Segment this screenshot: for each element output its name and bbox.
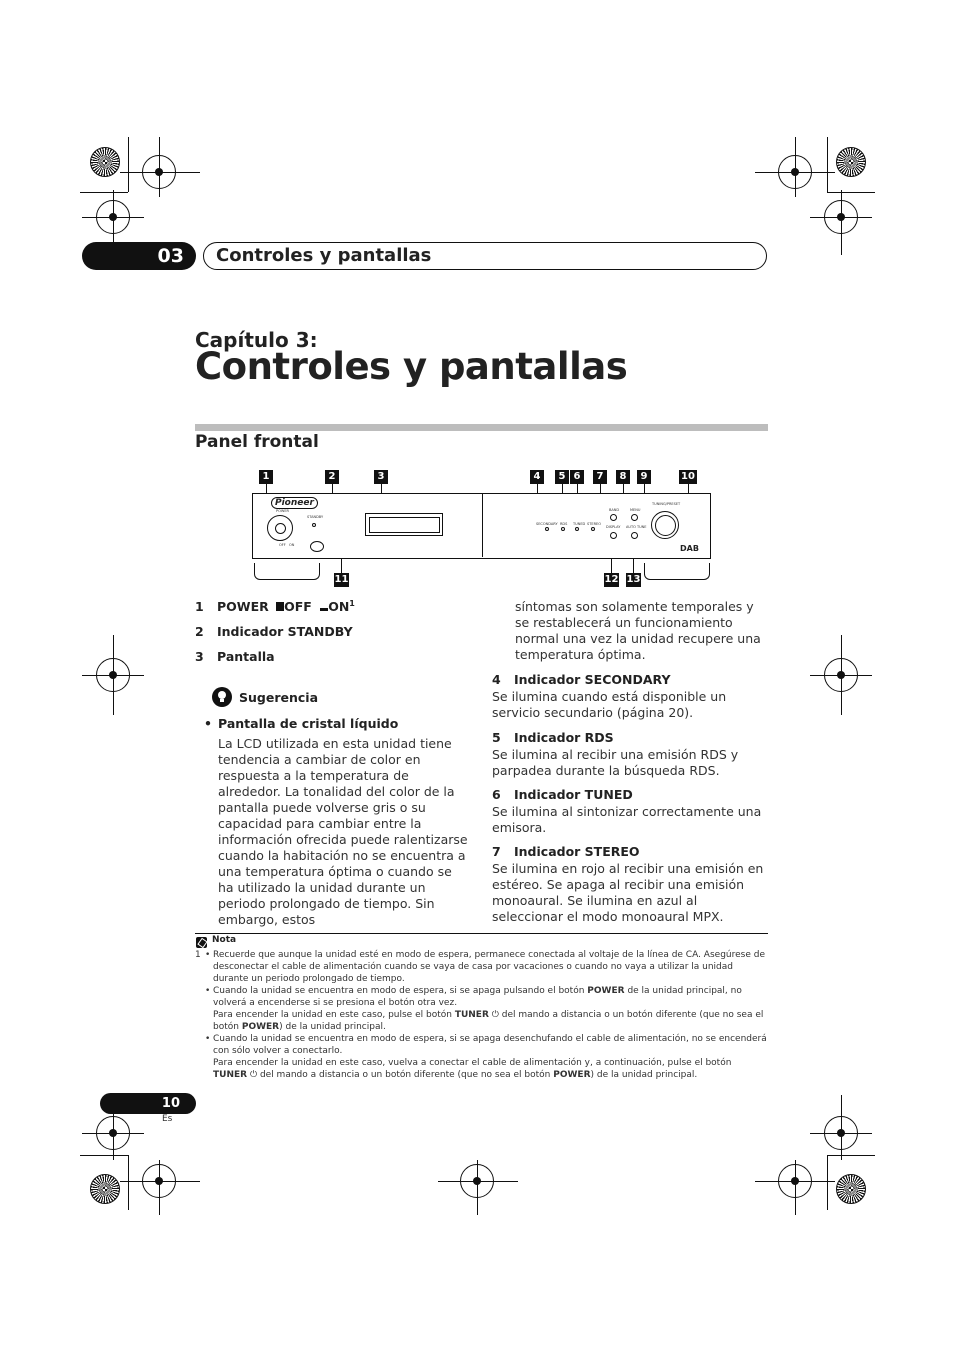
item-label: Indicador RDS — [514, 730, 614, 745]
crop-line — [438, 1181, 518, 1182]
tuned-label: TUNED — [573, 522, 586, 526]
callout-6: 6 — [570, 470, 584, 484]
rds-label: RDS — [560, 522, 568, 526]
crop-line — [120, 172, 200, 173]
item-number: 2 — [195, 624, 204, 639]
right-foot — [644, 563, 710, 580]
crop-line — [841, 190, 842, 255]
off-symbol-icon — [276, 602, 284, 611]
stereo-label: STEREO — [587, 522, 601, 526]
display-button[interactable] — [610, 532, 617, 539]
note-icon — [196, 937, 207, 948]
registration-star-icon — [836, 1174, 866, 1204]
left-foot — [254, 563, 320, 580]
item-number: 3 — [195, 649, 204, 664]
display-window — [365, 513, 443, 536]
on-label: ON — [289, 543, 295, 547]
power-keyword: POWER — [553, 1070, 591, 1080]
note-text: de la unidad principal, no volverá a encenderse si se presiona el botón otra vez. — [213, 986, 742, 1008]
note-bullet-3 — [213, 1033, 769, 1081]
crop-line — [827, 1155, 828, 1210]
power-label: POWER — [276, 509, 289, 513]
standby-label: STANDBY — [307, 515, 324, 519]
power-button[interactable] — [267, 515, 293, 541]
brand-logo: Pioneer — [271, 497, 318, 509]
chapter-header-title: Controles y pantallas — [203, 242, 767, 270]
registration-star-icon — [90, 1174, 120, 1204]
standby-indicator — [312, 523, 316, 527]
crop-line — [841, 1095, 842, 1160]
crop-line — [827, 192, 875, 193]
crop-line — [477, 1160, 478, 1215]
tuner-keyword: TUNER — [454, 1010, 489, 1020]
callout-12: 12 — [604, 574, 619, 585]
off-text: OFF — [284, 599, 312, 615]
crop-line — [795, 1160, 796, 1215]
tip-bullet: • — [204, 716, 212, 731]
off-label: OFF — [279, 543, 286, 547]
crop-line — [128, 1155, 129, 1210]
chapter-label: Capítulo 3: — [195, 328, 318, 352]
page-title: Controles y pantallas — [195, 345, 628, 388]
menu-label: MENU — [630, 508, 641, 512]
item-7-text: Se ilumina en rojo al recibir una emisión en estéreo. Se apaga al recibir una emisión monoaural. Se ilumina en azul al seleccionar el modo monoaural MPX. — [492, 861, 764, 924]
callout-2: 2 — [325, 470, 339, 484]
crop-line — [120, 1181, 200, 1182]
callout-11: 11 — [334, 574, 349, 585]
power-keyword: POWER — [241, 1022, 280, 1032]
crop-line — [827, 137, 828, 192]
standby-power-icon: ⏻ — [491, 1010, 499, 1020]
item-label: Indicador STEREO — [514, 844, 640, 859]
crop-line — [827, 1155, 875, 1156]
panel-divider — [482, 494, 483, 557]
note-text: ) de la unidad principal. — [590, 1070, 698, 1080]
item-number: 6 — [492, 787, 501, 802]
tuning-preset-knob[interactable] — [651, 511, 679, 539]
crop-line — [128, 137, 129, 192]
tip-bullet-title: Pantalla de cristal líquido — [218, 716, 399, 731]
note-text: del mando a distancia o un botón diferente (que no sea el botón — [213, 1010, 764, 1032]
callout-4: 4 — [530, 470, 544, 484]
lightbulb-base — [220, 699, 224, 702]
crop-line — [80, 1155, 128, 1156]
secondary-indicator — [545, 527, 549, 531]
callout-8: 8 — [616, 470, 630, 484]
note-bullet-1: Recuerde que aunque la unidad esté en modo de espera, permanece conectada al voltaje de la línea de CA. Asegúrese de desconectar el cable de alimentación cuando se vaya de casa por vacaciones o cuando no vaya a utilizar la unidad durante un periodo prolongado de tiempo. — [213, 950, 765, 984]
tip-text: La LCD utilizada en esta unidad tiene tendencia a cambiar de color en respuesta a la temperatura de alrededor. La tonalidad del color de la pantalla puede volverse gris o su capacidad para cambiar entre la información ofrecida puede ralentizarse cuando la habitación no se encuentra a una temperatura óptima o cuando se ha utilizado la unidad durante un periodo prolongado de tiempo. Sin embargo, estos — [218, 736, 468, 927]
band-label: BAND — [609, 508, 620, 512]
dab-logo: DAB — [680, 544, 699, 553]
stereo-indicator — [591, 527, 595, 531]
on-text: ON — [328, 599, 350, 615]
chapter-number-badge: 03 — [82, 242, 196, 270]
crop-line — [113, 635, 114, 715]
knob-inner — [655, 515, 676, 536]
callout-10: 10 — [679, 470, 697, 484]
callout-3: 3 — [374, 470, 388, 484]
item-label: Indicador TUNED — [514, 787, 633, 802]
page-number: 10 — [100, 1093, 196, 1114]
standby-power-icon: ⏻ — [249, 1070, 258, 1080]
callout-5: 5 — [555, 470, 569, 484]
secondary-label: SECONDARY — [536, 522, 558, 526]
crop-line — [795, 137, 796, 197]
item-number: 5 — [492, 730, 501, 745]
list-item-power — [195, 599, 355, 614]
tuner-unit-front — [252, 493, 711, 559]
item-4-text: Se ilumina cuando está disponible un servicio secundario (página 20). — [492, 689, 727, 720]
note-text: Para encender la unidad en este caso, vuelva a conectar el cable de alimentación y, a continuación, pulse el botón — [213, 1058, 732, 1068]
list-item-display — [195, 649, 275, 664]
tuner-keyword: TUNER — [213, 1070, 248, 1080]
note-text: Cuando la unidad se encuentra en modo de espera, si se apaga pulsando el botón — [213, 986, 585, 996]
note-text: del mando a distancia o un botón diferente (que no sea el botón — [259, 1070, 551, 1080]
item-number: 7 — [492, 844, 501, 859]
item-6-text: Se ilumina al sintonizar correctamente una emisora. — [492, 804, 762, 835]
item-label: Pantalla — [217, 649, 275, 664]
pencil-icon — [197, 938, 207, 949]
item-6-heading — [492, 787, 633, 802]
note-text: ) de la unidad principal. — [279, 1022, 386, 1032]
section-title: Panel frontal — [195, 432, 319, 452]
power-keyword: POWER — [587, 986, 625, 996]
lightbulb-icon — [218, 691, 226, 699]
crop-line — [80, 192, 128, 193]
crop-line — [159, 137, 160, 197]
item-label: Indicador STANDBY — [217, 624, 353, 639]
remote-sensor — [310, 541, 324, 552]
callout-1: 1 — [259, 470, 273, 484]
note-divider — [195, 933, 768, 934]
item-5-heading — [492, 730, 614, 745]
tip-icon — [212, 687, 232, 707]
item-label: Indicador SECONDARY — [514, 672, 671, 687]
callout-9: 9 — [637, 470, 651, 484]
rds-indicator — [561, 527, 565, 531]
language-code: Es — [162, 1114, 173, 1124]
tip-title: Sugerencia — [239, 690, 318, 705]
item-label: POWER — [217, 599, 269, 615]
list-item-standby — [195, 624, 353, 639]
note-bullet: • — [205, 1034, 211, 1044]
tip-text-continued: síntomas son solamente temporales y se restablecerá un funcionamiento normal una vez la unidad recupere una temperatura óptima. — [515, 599, 761, 662]
tuned-indicator — [575, 527, 579, 531]
footnote-ref: 1 — [349, 599, 355, 608]
item-number: 1 — [195, 599, 204, 615]
on-symbol-icon — [320, 608, 328, 611]
tuning-preset-label: TUNING/PRESET — [652, 502, 681, 506]
registration-star-icon — [90, 147, 120, 177]
band-button[interactable] — [610, 514, 617, 521]
callout-7: 7 — [593, 470, 607, 484]
item-7-heading — [492, 844, 640, 859]
callout-13: 13 — [626, 574, 641, 585]
item-5-text: Se ilumina al recibir una emisión RDS y parpadea durante la búsqueda RDS. — [492, 747, 739, 778]
display-label: DISPLAY — [606, 525, 621, 529]
note-text: Para encender la unidad en este caso, pulse el botón — [213, 1010, 452, 1020]
auto-tune-button[interactable] — [631, 532, 638, 539]
display-inner — [369, 517, 440, 533]
note-number: 1 — [195, 950, 201, 960]
auto-tune-label: AUTO TUNE — [626, 525, 647, 529]
item-4-heading — [492, 672, 671, 687]
note-text: Cuando la unidad se encuentra en modo de espera, si se apaga desenchufando el cable de alimentación, no se encenderá con sólo volver a conectarlo. — [213, 1034, 767, 1056]
item-number: 4 — [492, 672, 501, 687]
menu-button[interactable] — [631, 514, 638, 521]
section-divider — [195, 424, 768, 431]
note-bullet: • — [205, 986, 211, 996]
registration-star-icon — [836, 147, 866, 177]
note-title: Nota — [212, 935, 237, 945]
power-button-inner — [275, 523, 286, 534]
crop-line — [841, 635, 842, 715]
crop-line — [159, 1160, 160, 1215]
note-bullet-2 — [213, 985, 769, 1033]
note-bullet: • — [205, 950, 211, 960]
